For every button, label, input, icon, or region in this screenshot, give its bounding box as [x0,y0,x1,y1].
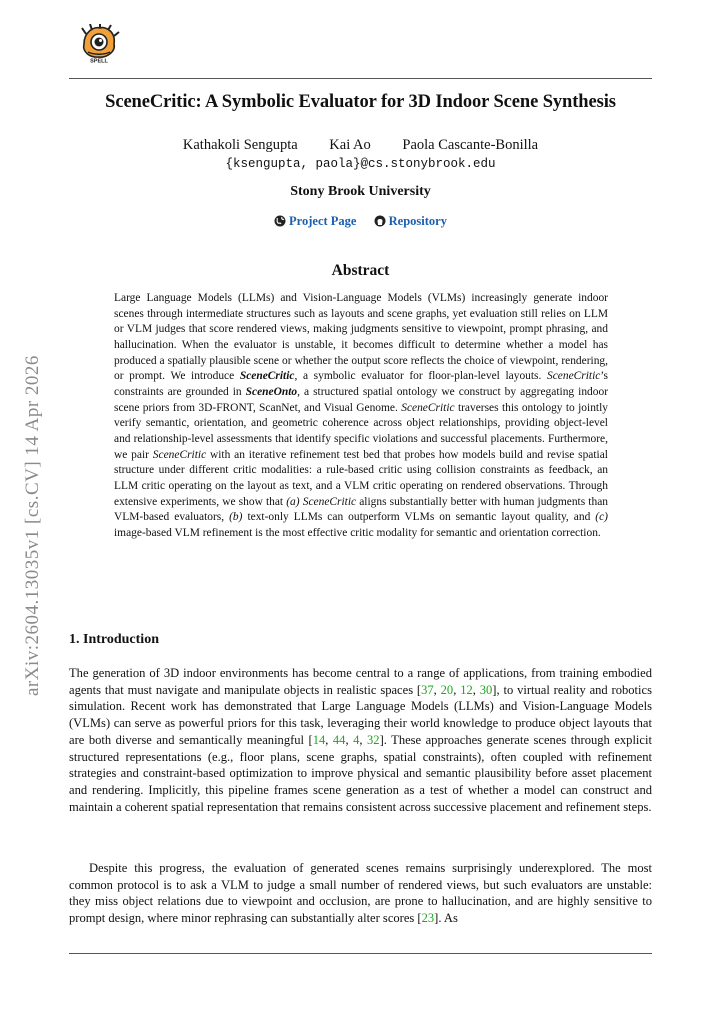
repository-label: Repository [388,214,447,228]
citation-link[interactable]: 20 [440,682,454,697]
citation-link[interactable]: 23 [421,911,435,926]
author-2: Kai Ao [329,137,371,153]
affiliation: Stony Brook University [290,184,431,199]
logo-text: SPELL [90,58,108,64]
arxiv-id: arXiv:2604.13035v1 [cs.CV] 14 Apr 2026 [22,355,43,696]
citation-link[interactable]: 30 [479,682,493,697]
citation-link[interactable]: 14 [312,732,326,747]
footnote-rule [69,953,652,954]
spell-logo-icon [76,24,122,64]
repository-link[interactable] [374,214,447,228]
globe-icon [274,215,286,227]
abstract-text: Large Language Models (LLMs) and Vision-Language Models (VLMs) increasingly generate indoor scenes through intermediate structures such as layouts and scene graphs, yet evaluation still relies on LLM or VLM judges that score rendered views, making judgments sensitive to viewpoint, prompt phrasing, and hallucination. When the evaluator is unstable, it becomes difficult to determine whether a model has produced a spatially plausible scene or whether the output score reflects the choice of viewpoint, rendering, or prompt. We introduce SceneCritic, a symbolic evaluator for floor-plan-level layouts. SceneCritic’s constraints are grounded in SceneOnto, a structured spatial ontology we construct by aggregating indoor scene priors from 3D-FRONT, ScanNet, and Visual Genome. SceneCritic traverses this ontology to jointly verify semantic, orientation, and geometric coherence across object relationships, providing object-level and relationship-level assessments that identify specific violations and successful placements. Furthermore, we pair SceneCritic with an iterative refinement test bed that probes how models build and revise spatial structure under different critic modalities: a rule-based critic using collision constraints as feedback, an LLM critic operating on the layout as text, and a VLM critic operating on rendered observations. Through extensive experiments, we show that (a) SceneCritic aligns substantially better with human judgments than VLM-based evaluators, (b) text-only LLMs can outperform VLMs on semantic layout quality, and (c) image-based VLM refinement is the most effective critic modality for semantic and orientation correction. [114,292,609,539]
citation-link[interactable]: 44 [332,732,346,747]
author-list [0,137,721,154]
citation-link[interactable]: 32 [367,732,380,747]
github-icon [374,215,386,227]
intro-paragraph-1: The generation of 3D indoor environments has become central to a range of applications, from training embodied agents that must navigate and manipulate objects in realistic spaces [37, 20, 12, 30], to virtual reality and robotics simulation. Recent work has demonstrated that Large Language Models (LLMs) and Vision-Language Models (VLMs) can serve as powerful priors for this task, leveraging their world knowledge to produce object layouts that are both diverse and semantically meaningful [14, 44, 4, 32]. These approaches generate scenes through explicit structured representations (e.g., floor plans, scene graphs, spatial constraints), often coupled with refinement strategies and constraint-based optimization to improve physical and semantic plausibility before asset placement and rendering. Implicitly, this pipeline frames scene generation as a test of whether a model can construct and maintain a coherent spatial representation that remains consistent across successive placement and refinement steps. [69,666,652,814]
project-page-link[interactable] [274,214,360,228]
abstract-heading: Abstract [331,262,390,279]
arxiv-sidebar [22,296,44,696]
author-email: {ksengupta, paola}@cs.stonybrook.edu [225,157,496,171]
citation-link[interactable]: 4 [353,732,360,747]
section-heading-introduction: 1. Introduction [69,632,159,647]
intro-paragraph-2: Despite this progress, the evaluation of generated scenes remains surprisingly underexplored. The most common protocol is to ask a VLM to judge a small number of rendered views, but such evaluators are unstable: they miss object relations due to viewpoint and occlusion, are prone to hallucination, and are highly sensitive to prompt design, where minor rephrasing can substantially alter scores [23]. As [69,861,652,926]
citation-link[interactable]: 37 [421,682,434,697]
paper-title: SceneCritic: A Symbolic Evaluator for 3D Indoor Scene Synthesis [105,92,616,112]
project-links [0,214,721,229]
author-1: Kathakoli Sengupta [182,137,298,153]
author-3: Paola Cascante-Bonilla [402,137,539,153]
citation-link[interactable]: 12 [460,682,473,697]
sceneonto-term: SceneOnto [245,385,298,398]
project-page-label: Project Page [289,214,357,228]
top-rule [69,78,652,79]
scenecritic-term: SceneCritic [239,370,295,383]
